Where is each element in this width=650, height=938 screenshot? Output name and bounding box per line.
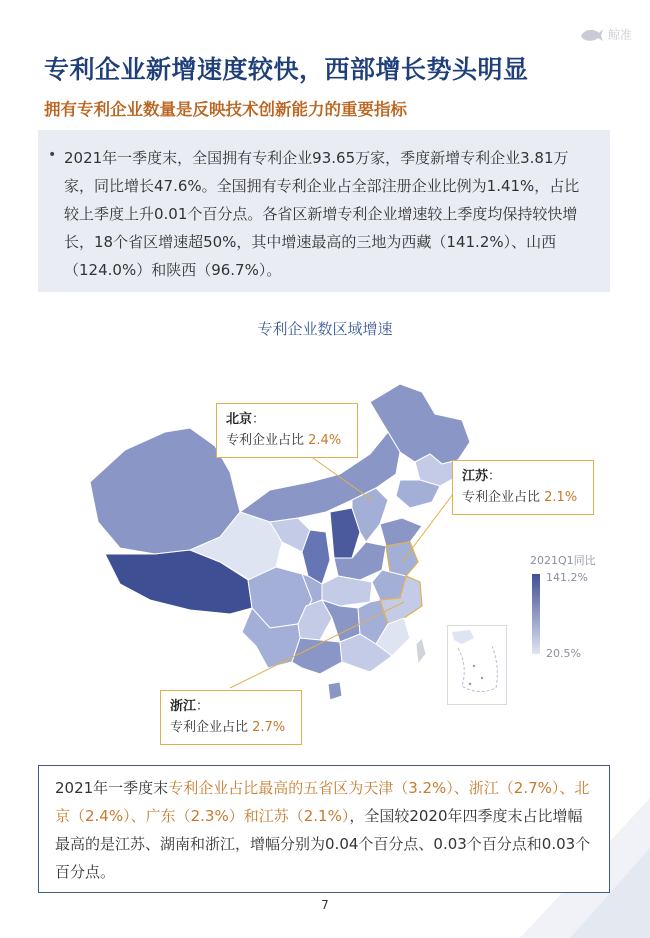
page-subtitle: 拥有专利企业数量是反映技术创新能力的重要指标 [44,100,407,119]
conclusion-highlight: 专利企业占比最高的五省区为天津（3.2%）、浙江（2.7%）、北京（2.4%）、广东（2.3%）和江苏（2.1%） [55,779,590,825]
summary-text: 2021年一季度末，全国拥有专利企业93.65万家，季度新增专利企业3.81万家，同比增长47.6%。全国拥有专利企业占全部注册企业比例为1.41%，占比较上季度上升0.01个百分点。各省区新增专利企业增速较上季度均保持较快增长，18个省区增速超50%，其中增速最高的三地为西藏（141.2%）、山西（124.0%）和陕西（96.7%）。 [64,149,580,279]
region-liaoning [396,480,440,508]
conclusion-part3: ，全国较2020年四季度末占比增幅最高的是江苏、湖南和浙江，增幅分别为0.04个百分点、0.03个百分点和0.03个百分点。 [55,807,591,881]
region-hubei [322,576,372,606]
brand-logo [580,26,632,43]
callout-zhejiang [160,690,302,745]
region-taiwan [416,638,426,664]
south-china-sea-inset [447,625,507,705]
map-title: 专利企业数区域增速 [257,320,393,338]
page-number: 7 [321,898,329,912]
callout-jiangsu-value: 2.1% [544,490,578,505]
callout-beijing-name: 北京 [226,412,253,427]
callout-jiangsu-colon: ： [488,469,502,484]
callout-beijing-label: 专利企业占比 [226,433,309,448]
legend-title: 2021Q1同比 [530,554,596,567]
callout-beijing [216,403,358,458]
callout-jiangsu-label: 专利企业占比 [462,490,545,505]
bullet-marker: • [48,147,57,163]
conclusion-part1: 2021年一季度末 [55,779,169,797]
legend-max: 141.2% [546,571,588,584]
region-shandong [380,518,422,546]
callout-beijing-colon: ： [252,412,266,427]
callout-zhejiang-name: 浙江 [170,699,197,714]
callout-jiangsu [452,460,594,515]
callout-zhejiang-value: 2.7% [252,720,286,735]
callout-jiangsu-name: 江苏 [462,469,489,484]
conclusion-box [38,765,610,893]
region-guangxi [292,638,342,674]
callout-zhejiang-label: 专利企业占比 [170,720,253,735]
map-legend [528,552,618,667]
callout-beijing-value: 2.4% [308,433,342,448]
region-hainan [328,682,342,700]
summary-box [38,130,610,292]
callout-zhejiang-colon: ： [196,699,210,714]
page-title: 专利企业新增速度较快，西部增长势头明显 [44,55,529,84]
legend-gradient-bar [532,574,540,654]
legend-min: 20.5% [546,647,581,660]
logo-text: 鲸准 [607,28,632,42]
whale-icon [580,27,604,43]
